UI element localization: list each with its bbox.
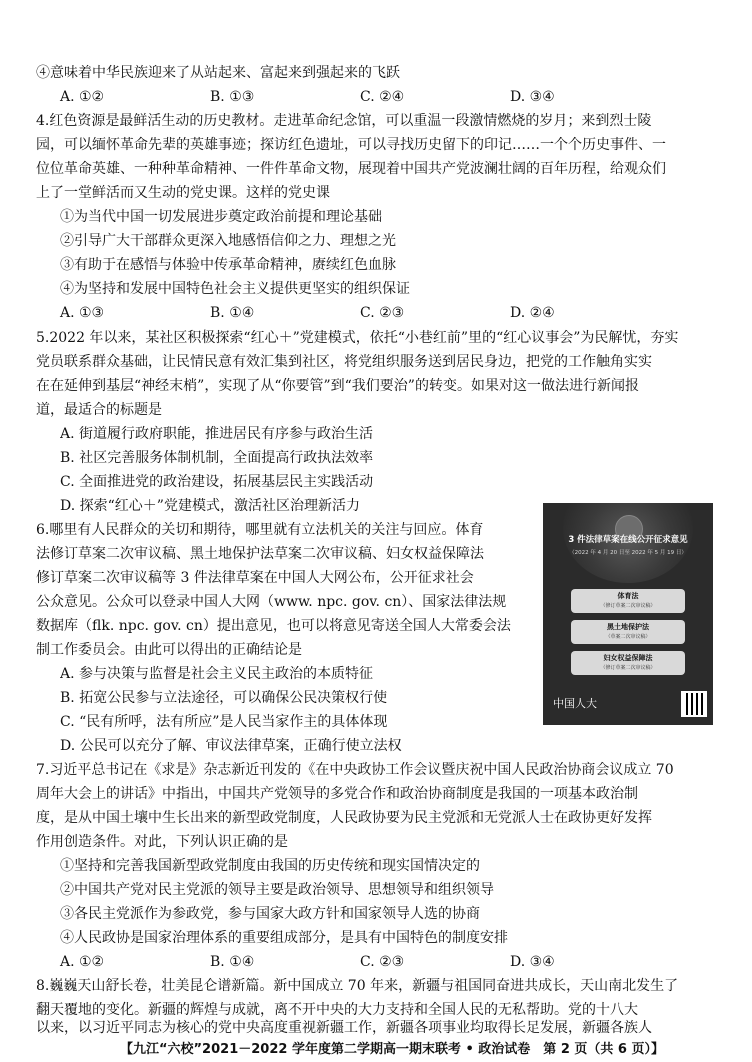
q6-option-d: D. 公民可以充分了解、审议法律草案，正确行使立法权: [60, 738, 402, 754]
q7-item-3: ③各民主党派作为参政党，参与国家大政方针和国家领导人选的协商: [60, 906, 480, 922]
q8-stem-line: 翻天覆地的变化。新疆的辉煌与成就，离不开中央的大力支持和全国人民的无私帮助。党的十八大: [36, 1002, 638, 1018]
q7-choice-d: D. ③④: [510, 954, 555, 970]
q5-option-b: B. 社区完善服务体制机制，全面提高行政执法效率: [60, 450, 374, 466]
page-footer: 【九江“六校”2021－2022 学年度第二学期高一期末联考 • 政治试卷 第 2 页（共 6 页）】: [119, 1042, 665, 1057]
q4-choices: [60, 304, 700, 322]
q6-option-a: A. 参与决策与监督是社会主义民主政治的本质特征: [60, 666, 374, 682]
q7-item-4: ④人民政协是国家治理体系的重要组成部分，是具有中国特色的制度安排: [60, 930, 508, 946]
npc-logo: 中国人大: [553, 697, 597, 710]
photo-date: （2022 年 4 月 20 日至 2022 年 5 月 19 日）: [569, 550, 687, 556]
q4-stem-line: 位位革命英雄、一种种革命精神、一件件革命文物，展现着中国共产党波澜壮阔的百年历程，给观众们: [36, 161, 666, 177]
q8-stem-line: 以来，以习近平同志为核心的党中央高度重视新疆工作，新疆各项事业均取得长足发展，新疆各族人: [36, 1020, 652, 1036]
q4-item-2: ②引导广大干部群众更深入地感悟信仰之力、理想之光: [60, 233, 396, 249]
q7-stem-line: 作用创造条件。对此，下列认识正确的是: [36, 834, 288, 850]
q4-stem-line: 园，可以缅怀革命先辈的英雄事迹；探访红色遗址，可以寻找历史留下的印记……一个个历史事件、一: [36, 137, 666, 153]
q4-choice-a: A. ①③: [60, 305, 105, 321]
q5-option-c: C. 全面推进党的政治建设，拓展基层民主实践活动: [60, 474, 374, 490]
q3-choice-d: D. ③④: [510, 89, 555, 105]
law-subtitle: （草案二次审议稿）: [605, 634, 651, 640]
law-name: 妇女权益保障法: [603, 654, 653, 662]
q4-stem-line: 4.红色资源是最鲜活生动的历史教材。走进革命纪念馆，可以重温一段激情燃烧的岁月；来到烈士陵: [36, 113, 652, 129]
q6-stem-line: 公众意见。公众可以登录中国人大网（www. npc. gov. cn）、国家法律法规: [36, 594, 507, 610]
q5-stem-line: 道，最适合的标题是: [36, 402, 162, 418]
law-name: 黑土地保护法: [607, 623, 649, 631]
law-card: [571, 589, 685, 613]
q4-item-4: ④为坚持和发展中国特色社会主义提供更坚实的组织保证: [60, 281, 410, 297]
q6-option-c: C. “民有所呼，法有所应”是人民当家作主的具体体现: [60, 714, 388, 730]
law-card: [571, 620, 685, 644]
q5-stem-line: 在在延伸到基层“神经末梢”，实现了从“你要管”到“我们要治”的转变。如果对这一做法进行新闻报: [36, 378, 639, 394]
q7-stem-line: 度，是从中国土壤中生长出来的新型政党制度，人民政协要为民主党派和无党派人士在政协更好发挥: [36, 810, 652, 826]
q7-stem-line: 7.习近平总书记在《求是》杂志新近刊发的《在中央政协工作会议暨庆祝中国人民政治协商会议成立 70: [36, 762, 674, 778]
q6-stem-line: 制工作委员会。由此可以得出的正确结论是: [36, 642, 302, 658]
q6-stem-line: 数据库（flk. npc. gov. cn）提出意见，也可以将意见寄送全国人大常委会法: [36, 618, 511, 634]
q7-choice-a: A. ①②: [60, 954, 105, 970]
q5-stem-line: 党员联系群众基础，让民情民意有效汇集到社区，将党组织服务送到居民身边，把党的工作触角实实: [36, 354, 652, 370]
q3-choice-a: A. ①②: [60, 89, 105, 105]
q7-item-2: ②中国共产党对民主党派的领导主要是政治领导、思想领导和组织领导: [60, 882, 494, 898]
q7-choices: [60, 953, 700, 971]
q7-choice-b: B. ①④: [210, 954, 255, 970]
q3-choices: [60, 88, 700, 106]
q7-stem-line: 周年大会上的讲话》中指出，中国共产党领导的多党合作和政治协商制度是我国的一项基本政治制: [36, 786, 638, 802]
q4-stem-line: 上了一堂鲜活而又生动的党史课。这样的党史课: [36, 185, 330, 201]
q6-stem-line: 6.哪里有人民群众的关切和期待，哪里就有立法机关的关注与回应。体育: [36, 522, 484, 538]
q7-item-1: ①坚持和完善我国新型政党制度由我国的历史传统和现实国情决定的: [60, 858, 480, 874]
q6-option-b: B. 拓宽公民参与立法途径，可以确保公民决策权行使: [60, 690, 388, 706]
q3-choice-b: B. ①③: [210, 89, 255, 105]
q4-choice-b: B. ①④: [210, 305, 255, 321]
q3-choice-c: C. ②④: [360, 89, 405, 105]
q4-item-3: ③有助于在感悟与体验中传承革命精神，赓续红色血脉: [60, 257, 396, 273]
q6-stem-line: 法修订草案二次审议稿、黑土地保护法草案二次审议稿、妇女权益保障法: [36, 546, 484, 562]
q4-choice-d: D. ②④: [510, 305, 555, 321]
law-name: 体育法: [617, 592, 639, 600]
law-subtitle: （修订草案二次审议稿）: [600, 603, 656, 609]
law-subtitle: （修订草案二次审议稿）: [600, 665, 656, 671]
q5-stem-line: 5.2022 年以来，某社区积极探索“红心＋”党建模式，依托“小巷红前”里的“红心议事会”为民解忧，夯实: [36, 330, 679, 346]
photo-title: 3 件法律草案在线公开征求意见: [568, 535, 688, 545]
npc-draft-laws-photo: [543, 503, 713, 725]
q7-choice-c: C. ②③: [360, 954, 405, 970]
q4-choice-c: C. ②③: [360, 305, 405, 321]
q4-item-1: ①为当代中国一切发展进步奠定政治前提和理论基础: [60, 209, 382, 225]
q8-stem-line: 8.巍巍天山舒长卷，壮美昆仑谱新篇。新中国成立 70 年来，新疆与祖国同奋进共成长，天山南北发生了: [36, 978, 679, 994]
q5-option-d: D. 探索“红心＋”党建模式，激活社区治理新活力: [60, 498, 360, 514]
q5-option-a: A. 街道履行政府职能，推进居民有序参与政治生活: [60, 426, 374, 442]
qr-code-icon: [681, 691, 707, 717]
q3-item-4: ④意味着中华民族迎来了从站起来、富起来到强起来的飞跃: [36, 65, 400, 81]
q6-stem-line: 修订草案二次审议稿等 3 件法律草案在中国人大网公布，公开征求社会: [36, 570, 474, 586]
law-card: [571, 651, 685, 675]
